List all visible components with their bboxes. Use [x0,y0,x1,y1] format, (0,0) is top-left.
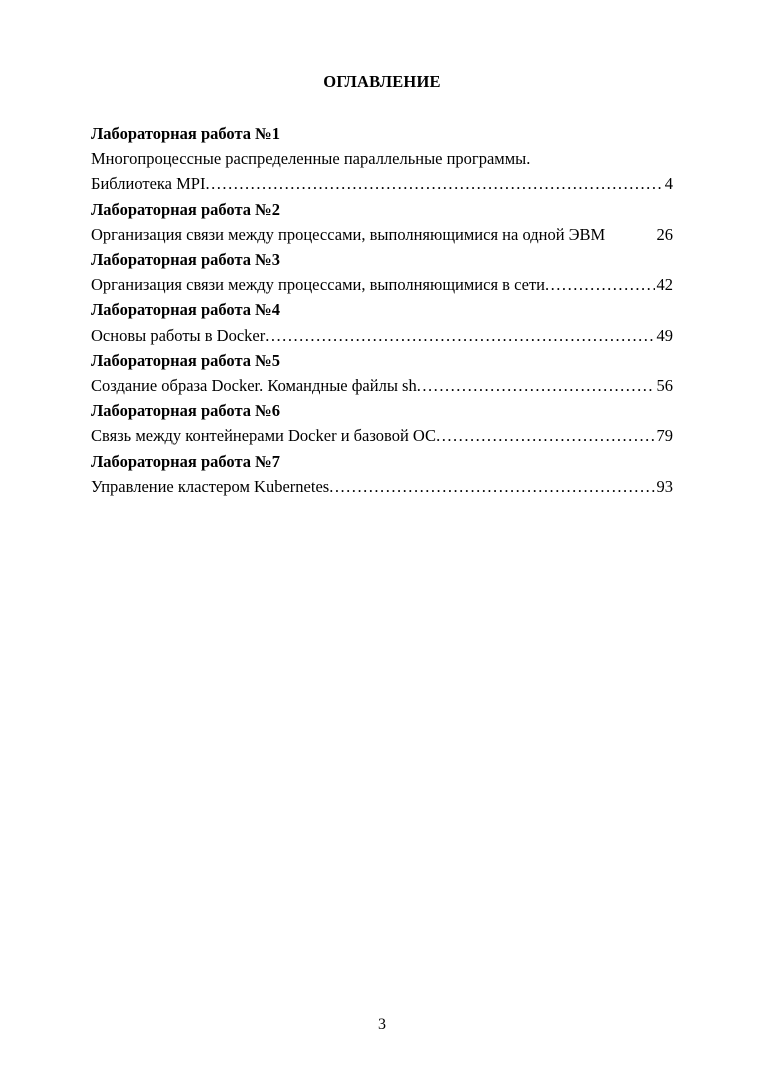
dot-leader [265,323,654,348]
toc-entry-lab-7[interactable] [91,474,673,499]
toc-entry-text: Связь между контейнерами Docker и базовой ОС [91,426,437,446]
document-title: ОГЛАВЛЕНИЕ [323,72,441,91]
toc-entry-lab-2[interactable] [91,222,673,247]
toc-entry-text: Создание образа Docker. Командные файлы sh [91,376,417,396]
toc-entry-text: Организация связи между процессами, выполняющимися на одной ЭВМ [91,224,606,244]
toc-entry-text: Организация связи между процессами, выполняющимися в сети [91,275,545,295]
toc-page-number: 49 [656,325,673,345]
dot-leader [436,423,654,448]
toc-entry-lab-1[interactable] [91,171,673,196]
page-number: 3 [378,1016,386,1033]
toc-heading-lab-2: Лабораторная работа №2 [91,199,280,219]
toc-heading-lab-7: Лабораторная работа №7 [91,451,280,471]
toc-entry-lab-6[interactable] [91,423,673,448]
toc-entry-text-line: Многопроцессные распределенные параллельные программы. [91,149,531,169]
toc-entry-lab-4[interactable] [91,323,673,348]
toc-page-number: 42 [656,275,673,295]
toc-entry-text: Библиотека MPI [91,174,206,194]
toc-page-number: 4 [664,174,673,194]
dot-leader [417,373,655,398]
dot-leader [545,272,655,297]
toc-page-number: 56 [656,376,673,396]
toc-page-number: 93 [656,476,673,496]
toc-page-number: 26 [656,224,673,244]
toc-heading-lab-3: Лабораторная работа №3 [91,250,280,270]
toc-heading-lab-4: Лабораторная работа №4 [91,300,280,320]
toc-page-number: 79 [656,426,673,446]
toc-entry-text: Основы работы в Docker [91,325,266,345]
table-of-contents [91,121,673,499]
toc-entry-text: Управление кластером Kubernetes [91,476,330,496]
toc-heading-lab-6: Лабораторная работа №6 [91,401,280,421]
toc-entry-lab-5[interactable] [91,373,673,398]
dot-leader [205,171,662,196]
toc-entry-lab-3[interactable] [91,272,673,297]
toc-heading-lab-5: Лабораторная работа №5 [91,350,280,370]
dot-leader [329,474,654,499]
toc-heading-lab-1: Лабораторная работа №1 [91,124,280,143]
